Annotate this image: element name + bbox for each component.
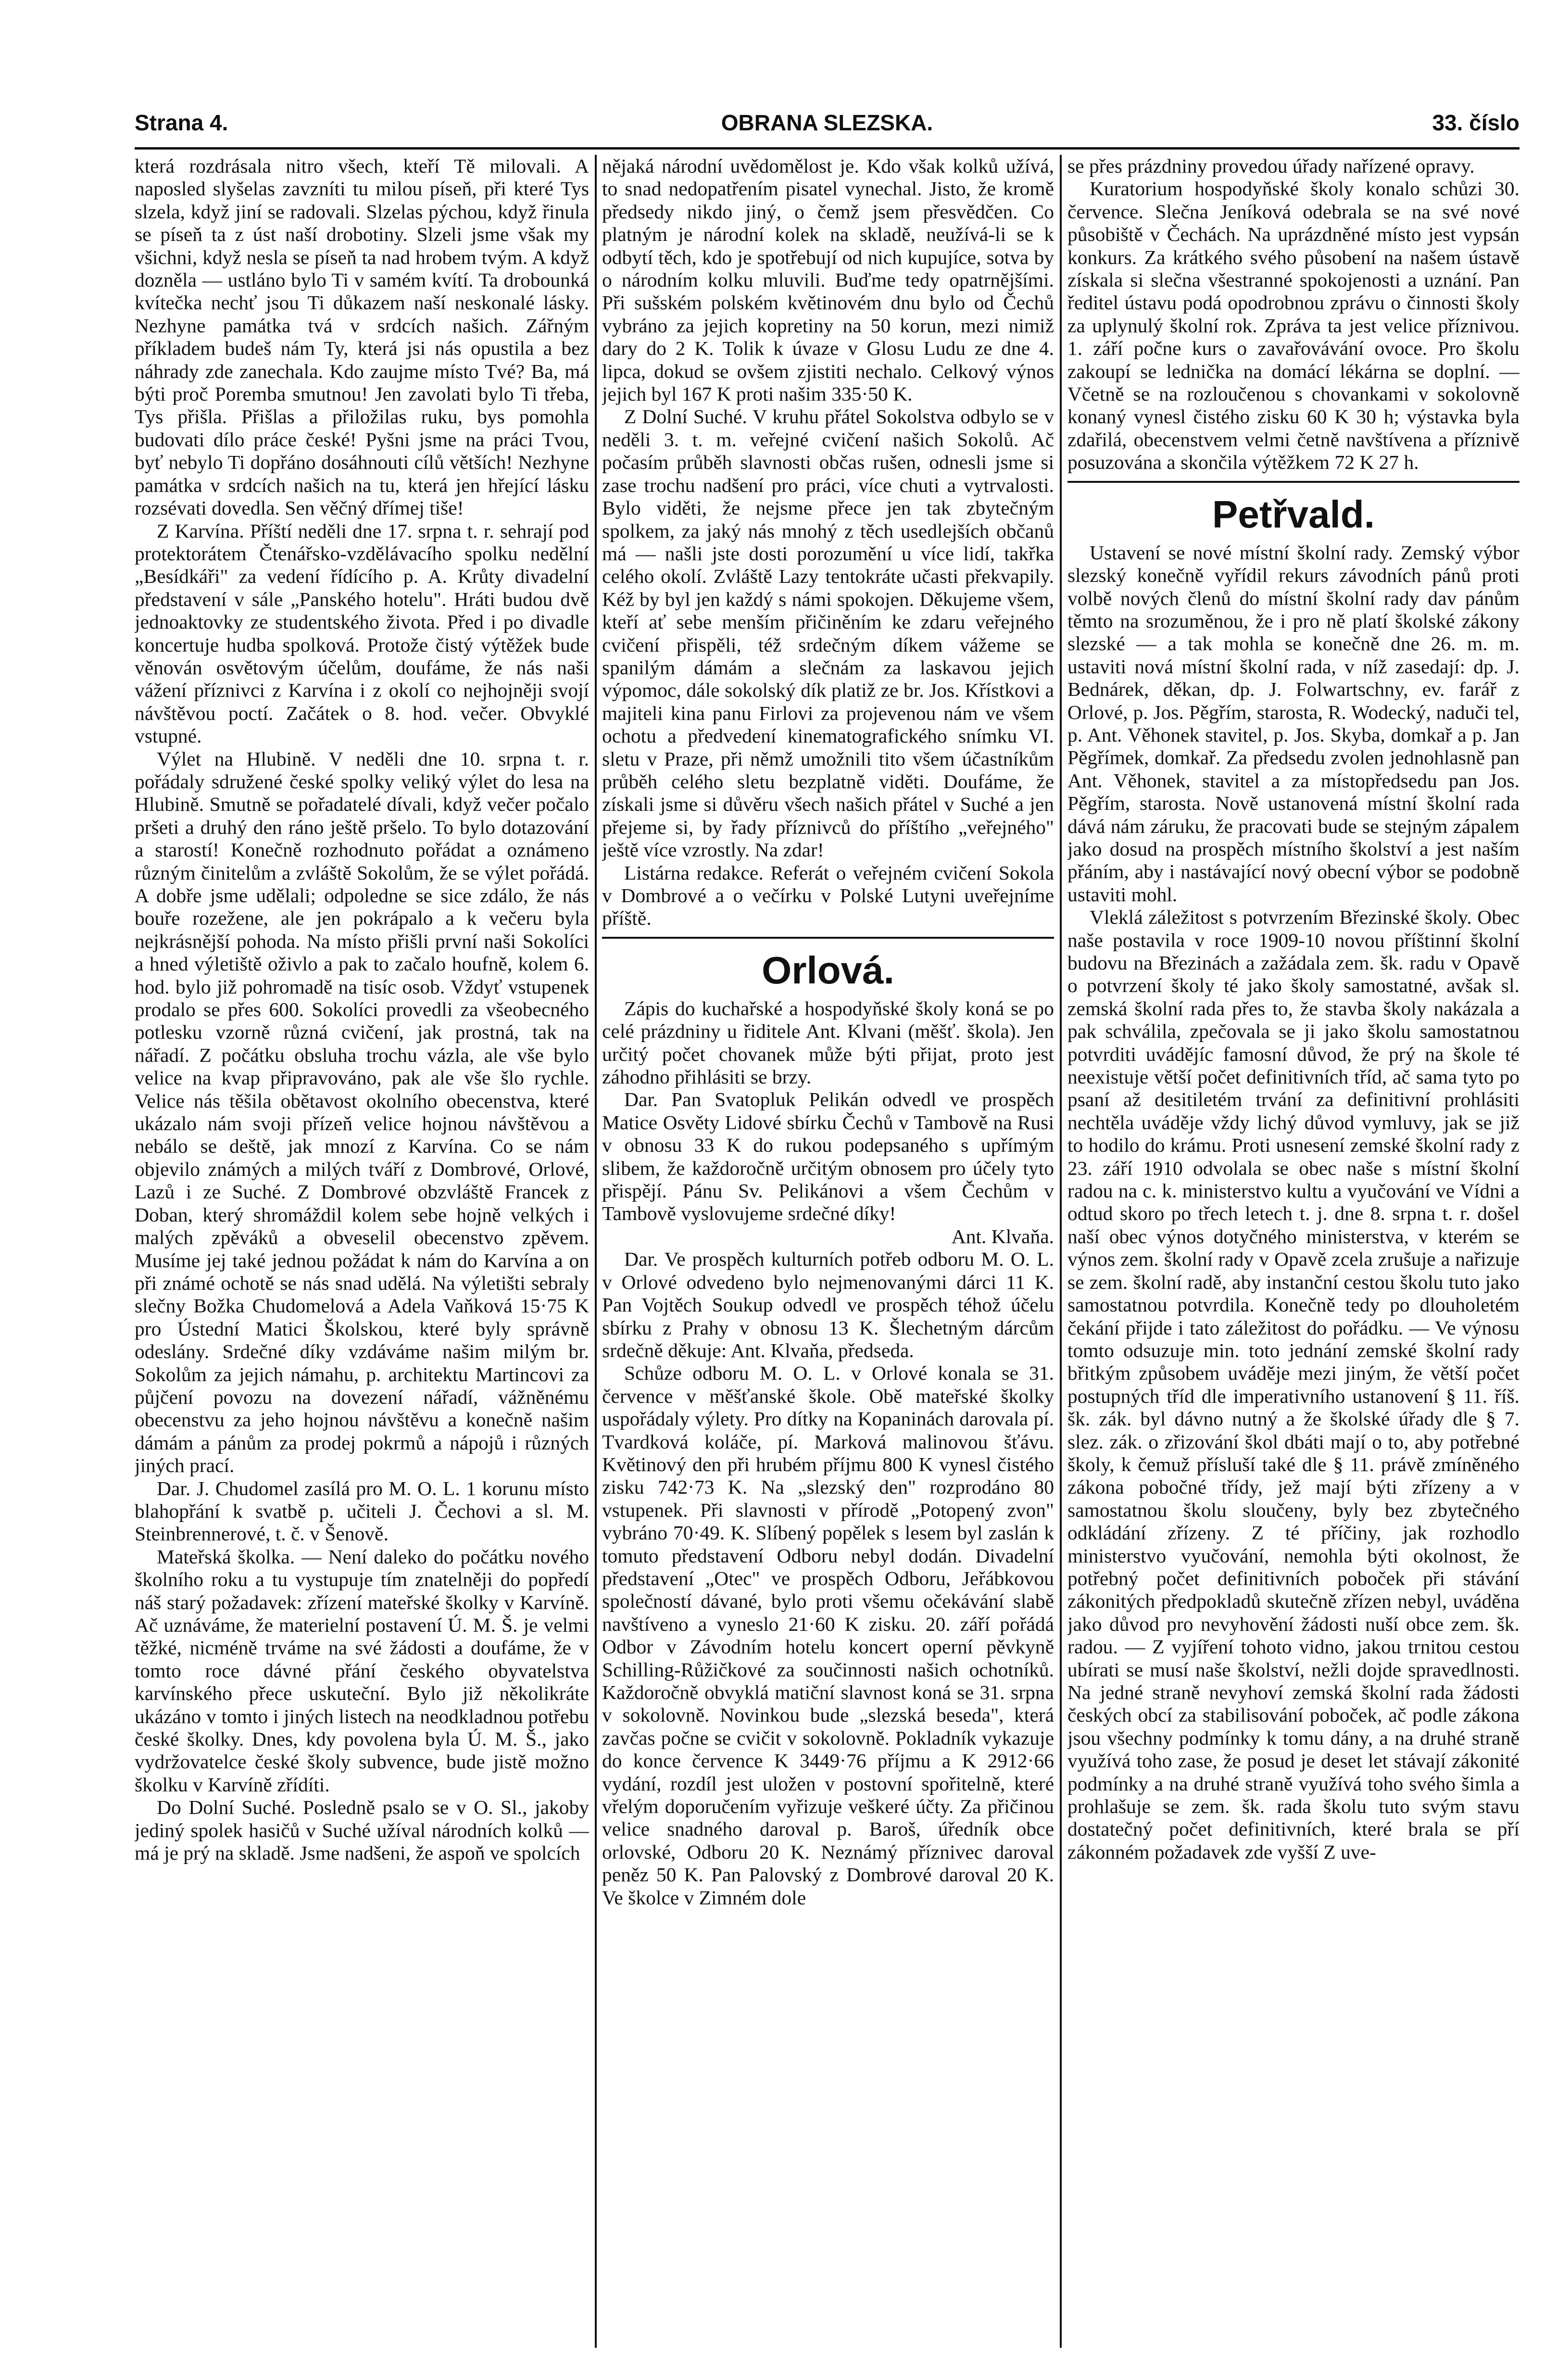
page-header <box>135 110 1519 146</box>
article-dolni-sucha-sokol: Z Dolní Suché. V kruhu přátel Sokolstva odbylo se v neděli 3. t. m. veřejné cvičení našich Sokolů. Ač počasím průběh slavnosti občas rušen, odnesli jsme si zase trochu nadšení pro práci, více chuti a vytrvalosti. Bylo viděti, že nejsme přece jen tak zbytečným spolkem, za jaký nás mnohý z těch usedlejších občanů má — našli jste dosti porozumění u více lidí, takřka celého okolí. Zvláště Lazy tentokráte učasti překvapily. Kéž by byl jen každý s námi spokojen. Děkujeme všem, kteří ať sebe menším přičiněním ke zdaru veřejného cvičení přispěli, též srdečným díkem vážeme se spanilým dámám a slečnám za laskavou jejich výpomoc, dále sokolský dík platiž ze br. Jos. Křístkovi a majiteli kina panu Firlovi za projevenou nám ve všem ochotu a předvedení kinematografického snímku VI. sletu v Praze, při němž umožnili tito všem účastníkům průběh celého sletu bezplatně viděti. Doufáme, že získali jsme si důvěru všech našich přátel v Suché a jen přejeme si, by řady příznivců do příštího „veřejného" ještě více vzrostly. Na zdar! <box>602 405 1054 861</box>
section-rule <box>1067 481 1519 483</box>
article-paragraph: která rozdrásala nitro všech, kteří Tě milovali. A naposled slyšelas zavzníti tu milou píseň, při které Tys slzela, když jiní se radovali. Slzelas pýchou, když řinula se píseň ta z úst naší drobotiny. Slzeli jsme však my všichni, když nesla se píseň ta nad hrobem tvým. A když dozněla — ustláno bylo Ti v samém kvítí. Ta drobounká kvítečka nechť jsou Ti důkazem naší neskonalé lásky. Nezhyne památka tvá v srdcích našich. Zářným příkladem budeš nám Ty, která jsi nás opustila a bez náhrady zde zanechala. Kdo zaujme místo Tvé? Ba, má býti proč Poremba smutnou! Jen zavolati bylo Ti třeba, Tys přišla. Přišlas a přiložilas ruku, bys pomohla budovati dílo práce české! Pyšni jsme na práci Tvou, byť nebylo Ti dopřáno dosáhnouti cílů větších! Nezhyne památka v srdcích našich na tu, která jen hřející lásku rozsévati dovedla. Sen věčný dřímej tiše! <box>135 155 589 519</box>
page-number: Strana 4. <box>135 110 228 135</box>
article-nursery-school: Mateřská školka. — Není daleko do počátku nového školního roku a tu vystupuje tím znatelněji do popředí náš starý požadavek: zřízení mateřské školky v Karvíně. Ač uznáváme, že materielní postavení Ú. M. Š. je velmi těžké, nicméně trváme na své žádosti a doufáme, že v tomto roce dávné přání českého obyvatelstva karvínského přece uskuteční. Bylo již několikráte ukázáno v tomto i jiných listech na neodkladnou potřebu české školky. Dnes, kdy povolena byla Ú. M. Š., jako vydržovatelce české školy subvence, bude jistě možno školku v Karvíně zřídíti. <box>135 1545 589 1796</box>
article-cooking-school: Zápis do kuchařské a hospodyňské školy koná se po celé prázdniny u řiditele Ant. Klvani (měšť. škola). Jen určitý počet chovanek může býti přijat, proto jest záhodno přihlásiti se brzy. <box>602 997 1054 1088</box>
section-rule <box>602 937 1054 939</box>
article-paragraph: se přes prázdniny provedou úřady nařízené opravy. <box>1067 155 1475 177</box>
article-editor-letters: Listárna redakce. Referát o veřejném cvičení Sokola v Dombrové a o večírku v Polské Lutyni uveřejníme příště. <box>602 861 1054 930</box>
article-gift-pelikan: Dar. Pan Svatopluk Pelikán odvedl ve prospěch Matice Osvěty Lidové sbírku Čechů v Tambově na Rusi v obnosu 33 K do rukou podepsaného s upřímým slibem, že každoročně určitým obnosem pro účely tyto přispějí. Pánu Sv. Pelikánovi a všem Čechům v Tambově vyslovujeme srdečné díky! <box>602 1088 1054 1225</box>
article-brezinska-school: Vleklá záležitost s potvrzením Březinské školy. Obec naše postavila v roce 1909-10 novou příštinní školní budovu na Březinách a zažádala zem. šk. radu v Opavě o potvrzení školy té jako školy samostatné, avšak sl. zemská školní rada přes to, že stavba školy nakázala a pak schválila, zpečovala se ji jako školu samostatnou potvrditi uvádějíc famosní důvod, že prý na škole té neexistuje větší počet definitivních tříd, ač sama tyto po psaní až desitiletém trvání za definitivní prohlásiti nechtěla uváděje vždy lichý důvod vymluvy, jak se již to hodilo do krámu. Proti usnesení zemské školní rady z 23. září 1910 odvolala se obec naše s místní školní radou na c. k. ministerstvo kultu a vyučování ve Vídni a odtud skoro po třech letech t. j. dne 8. srpna t. r. došel naší obec výnos dotyčného ministerstva, v kterém se výnos zem. školní rady v Opavě zcela zrušuje a nařizuje se zem. školní radě, aby instanční cestou školu tuto jako samostatnou potvrdila. Konečně tedy po dlouholetém čekání přijde i tato záležitost do pořádku. — Ve výnosu tomto odsuzuje min. toto jednání zemské školní rady břitkým způsobem uváděje mezi jiným, že větší počet postupných tříd dle imperativního ustanovení § 11. říš. šk. zák. byl dávno nutný a že školské úřady dle § 7. slez. zák. o zřizování škol dbáti mají o to, aby potřebné školy, k čemuž přísluší také dle § 11. právě zmíněného zákona pobočné třídy, jež mají býti zřízeny a v samostatnou školu sloučeny, byly bez zbytečného odkládání zřízeny. Z té příčiny, jak rozhodlo ministerstvo vyučování, nemohla býti okolnost, že potřebný počet definitivních poboček při stávání zákonitých předpokladů skutečně zřízen nebyl, uváděna jako důvod pro nevyhovění žádosti nuší obce zem. šk. radou. — Z vyjíření tohoto vidno, jakou trnitou cestou ubírati se musí naše školství, nežli dojde spravedlnosti. Na jedné straně nevyhoví zemská školní rada žádosti českých obcí za stabilisování poboček, ač podle zákona jsou všechny podmínky k tomu dány, a na druhé straně využívá toho zase, že posud je deset let stávají zákonité podmínky a na druhé straně využívá toho svého šimla a prohlašuje se zem. šk. rada školu tuto svým stavu dostatečný počet definitivních, které brala se pří zákonném požadavek zde vyšší Z uve- <box>1067 906 1519 1863</box>
header-rule <box>135 147 1519 150</box>
column-divider-2 <box>1060 155 1062 2348</box>
article-paragraph: nějaká národní uvědomělost je. Kdo však kolků užívá, to snad nedopatřením pisatel vynechal. Jisto, že kromě předsedy nikdo jiný, o čemž jsem přesvědčen. Co platným je národní kolek na skladě, neužívá-li se k odbytí těch, kdo je spotřebují od nich kupujíce, sotva by o národním kolku mluvili. Buďme tedy opatrnějšími. Při sušském polském květinovém dnu bylo od Čechů vybráno za jejich kopretiny na 50 korun, mezi nimiž dary do 2 K. Tolik k úvaze v Glosu Ludu ze dne 4. lipca, dokud se ovšem zjistiti nechalo. Celkový výnos jejich byl 167 K proti našim 335·50 K. <box>602 155 1054 405</box>
column-divider-1 <box>595 155 597 2348</box>
column-1 <box>135 155 589 2348</box>
article-gift-chudomel: Dar. J. Chudomel zasílá pro M. O. L. 1 korunu místo blahopřání k svatbě p. učiteli J. Čechovi a sl. M. Steinbrennerové, t. č. v Šenově. <box>135 1477 589 1545</box>
column-3 <box>1067 155 1519 2348</box>
article-hlubina-trip: Výlet na Hlubině. V neděli dne 10. srpna t. r. pořádaly sdružené české spolky veliký výlet do lesa na Hlubině. Smutně se pořadatelé dívali, když večer počalo pršeti a druhý den ráno ještě pršelo. To bylo dotazování a starostí! Konečně rozhodnuto pořádat a oznámeno různým činitelům a zvláště Sokolům, že se výlet pořádá. A dobře jsme udělali; odpoledne se sice zdálo, že nás bouře rozežene, ale jen pokrápalo a k večeru byla nejkrásnější pohoda. Na místo přišli první naši Sokolíci a hned výletiště oživlo a pak to začalo houfně, kolem 6. hod. bylo již pohromadě na tisíc osob. Vždyť vstupenek prodalo se přes 600. Sokolíci provedli za všeobecného potlesku vzorně různá cvičení, jak prostná, tak na nářadí. Z počátku obsluha trochu vázla, ale vše bylo velice na kvap připravováno, pak ale vše šlo rychle. Velice nás těšila obětavost okolního obecenstva, které ukázalo nám svoji přízeň velice hojnou návštěvou a nebálo se deště, jak mnozí z Karvína. Co se nám objevilo známých a milých tváří z Dombrové, Orlové, Lazů i ze Suché. Z Dombrové obzvláště Francek z Doban, který shromáždil kolem sebe hojně velkých i malých zpěváků a obveselil obecenstvo zpěvem. Musíme jej také jednou požádat k nám do Karvína a on při známé ochotě se nás snad udělá. Na výletišti sebraly slečny Božka Chudomelová a Adela Vaňková 15·75 K pro Ústední Matici Školskou, které byly správně odeslány. Srdečné díky vzdáváme našim milým br. Sokolům za jejich námahu, p. architektu Martincovi za půjčení povozu na dovezení nářadí, vážněnému obecenstvu za jeho hojnou návštěvu a konečně našim dámám a pánům za prodej pokrmů a nápojů i různých jiných prací. <box>135 747 589 1477</box>
article-curatorium: Kuratorium hospodyňské školy konalo schůzi 30. července. Slečna Jeníková odebrala se na své nové působiště v Čechách. Na uprázdněné místo jest vypsán konkurs. Za krátkého svého působení na našem ústavě získala si slečna všestranné spokojenosti a uznání. Pan ředitel ústavu podá opodrobnou zprávu o činnosti školy za uplynulý školní rok. Zpráva ta jest velice příznivou. 1. září počne kurs o zavařovávání ovoce. Pro školu zakoupí se lednička na domácí lékárna se doplní. — Včetně se na rozloučenou s chovankami v sokolovně konaný vynesl čistého zisku 60 K 30 h; výstavka byla zdařilá, obecenstvem velmi četně navštívena a příznivě posuzována a skončila výtěžkem 72 K 27 h. <box>1067 177 1519 474</box>
issue-number: 33. číslo <box>1432 110 1519 135</box>
article-school-council: Ustavení se nové místní školní rady. Zemský výbor slezský konečně vyřídil rekurs závodních pánů proti volbě nových členů do místní školní rady dav pánům těmto na srozuměnou, že i pro ně platí školské zákony slezské — a tak mohla se konečně dne 26. m. m. ustaviti nová místní školní rada, v níž zasedají: dp. J. Bednárek, děkan, dp. J. Folwartschny, ev. farář z Orlové, p. Jos. Pěgřím, starosta, R. Wodecký, naduči tel, p. Ant. Věhonek stavitel, p. Jos. Skyba, domkař a p. Jan Pěgřímek, domkař. Za předsedu zvolen jednohlasně pan Ant. Věhonek, stavitel a za místopředsedu pan Jos. Pěgřím, starosta. Nově ustanovená místní školní rada dává nám záruku, že pracovati bude se stejným zápalem jako dosud na prospěch místního školství a jest naším přáním, aby i nastávající nový obecní výbor se podobně ustaviti mohl. <box>1067 541 1519 906</box>
article-gift-mol: Dar. Ve prospěch kulturních potřeb odboru M. O. L. v Orlové odvedeno bylo nejmenovanými dárci 11 K. Pan Vojtěch Soukup odvedl ve prospěch téhož účelu sbírku z Prahy v obnosu 13 K. Šlechetným dárcům srdečně děkuje: Ant. Klvaňa, předseda. <box>602 1248 1054 1361</box>
article-dolni-sucha-stamps: Do Dolní Suché. Posledně psalo se v O. Sl., jakoby jediný spolek hasičů v Suché užíval národních kolků — má je prý na skladě. Jsme nadšeni, že aspoň ve spolcích <box>135 1796 589 1864</box>
column-2 <box>602 155 1054 2348</box>
article-mol-meeting: Schůze odboru M. O. L. v Orlové konala se 31. července v měšťanské škole. Obě mateřské školky uspořádaly výlety. Pro dítky na Kopaninách darovala pí. Tvardková koláče, pí. Marková malinovou šťávu. Květinový den při hrubém příjmu 800 K vynesl čistého zisku 742·73 K. Na „slezský den" rozprodáno 80 vstupenek. Při slavnosti v přírodě „Potopený zvon" vybráno 70·49. K. Slíbený popělek s lesem byl zaslán k tomuto představení Odboru nebyl dodán. Divadelní představení „Otec" ve prospěch Odboru, Jeřábkovou společností dávané, bylo proti všemu očekávání slabě navštíveno a vyneslo 21·60 K zisku. 20. září pořádá Odbor v Závodním hotelu koncert operní pěvkyně Schilling-Růžičkové za součinnosti našich ochotníků. Každoročně obvyklá matiční slavnost koná se 31. srpna v sokolovně. Novinkou bude „slezská beseda", která zavčas počne se cvičit v sokolovně. Pokladník vykazuje do konce července K 3449·76 příjmu a K 2912·66 vydání, rozdíl jest uložen v postovní spořitelně, které vřelým doporučením vyřizuje veškeré účty. Za přičinou velice snadného daroval p. Baroš, úředník obce orlovské, Odboru 20 K. Neznámý příznivec daroval peněz 50 K. Pan Palovský z Dombrové daroval 20 K. Ve školce v Zimném dole <box>602 1362 1054 1909</box>
newspaper-title: OBRANA SLEZSKA. <box>721 110 933 135</box>
article-karvina: Z Karvína. Příští neděli dne 17. srpna t. r. sehrají pod protektorátem Čtenářsko-vzdělávacího spolku nedělní „Besídkáři" za vedení řídícího p. A. Krůty divadelní představení v sále „Panského hotelu". Hráti budou dvě jednoaktovky ze studentského života. Před i po divadle koncertuje hudba spolková. Protože čistý výtěžek bude věnován osvětovým účelům, doufáme, že nás naši vážení příznivci z Karvína i z okolí co nejhojněji svojí návštěvou poctí. Začátek o 8. hod. večer. Obvyklé vstupné. <box>135 519 589 747</box>
signature: Ant. Klvaňa. <box>951 1225 1054 1247</box>
section-heading-orlova: Orlová. <box>762 948 894 992</box>
section-heading-petrvald: Petřvald. <box>1212 492 1375 536</box>
